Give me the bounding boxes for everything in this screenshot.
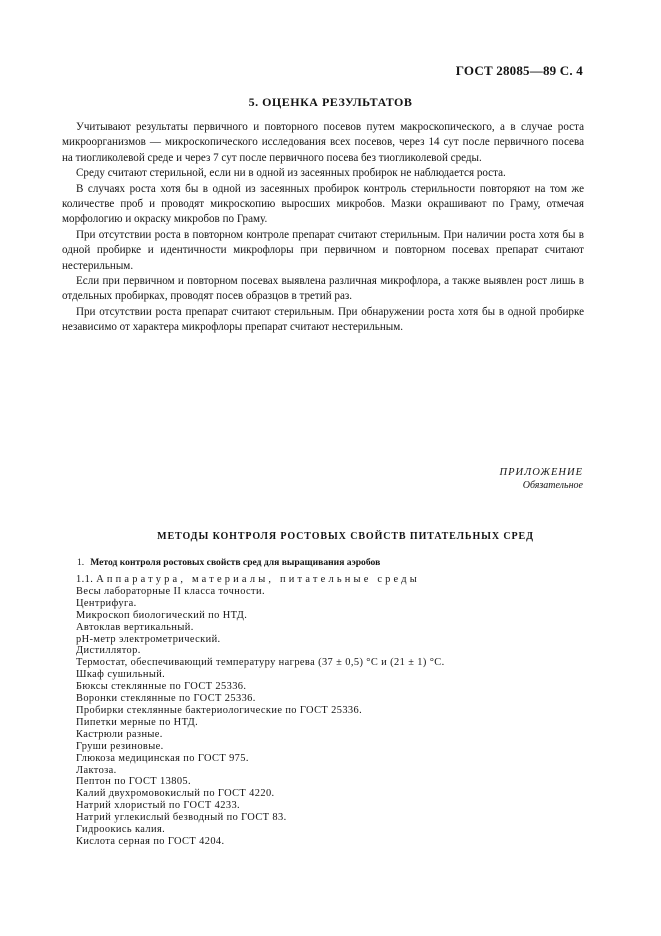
list-item: Воронки стеклянные по ГОСТ 25336. (76, 693, 256, 705)
list-item: Глюкоза медицинская по ГОСТ 975. (76, 752, 249, 764)
list-item: Автоклав вертикальный. (76, 621, 194, 633)
paragraph: При отсутствии роста в повторном контроле препарат считают стерильным. При наличии роста хотя бы в одной пробирке и идентичности микрофлоры при первичном и повторном посевах препарат считают нестерильным. (62, 228, 584, 272)
methods-title: МЕТОДЫ КОНТРОЛЯ РОСТОВЫХ СВОЙСТВ ПИТАТЕЛЬНЫХ СРЕД (157, 531, 534, 542)
list-item: Микроскоп биологический по НТД. (76, 609, 248, 621)
list-item: Термостат, обеспечивающий температуру нагрева (37 ± 0,5) °С и (21 ± 1) °С. (76, 657, 445, 669)
section-body (62, 120, 584, 336)
list-item: pH-метр электрометрический. (76, 633, 221, 645)
item-number: 1.1. (76, 574, 94, 585)
list-item: Пептон по ГОСТ 13805. (76, 776, 192, 788)
list-item: Весы лабораторные II класса точности. (76, 585, 265, 597)
item-heading-text: Аппаратура, материалы, питательные среды (96, 574, 420, 585)
list-item: Бюксы стеклянные по ГОСТ 25336. (76, 681, 247, 693)
list-item: Кислота серная по ГОСТ 4204. (76, 835, 225, 847)
list-item: Шкаф сушильный. (76, 669, 166, 681)
list-item: Калий двухромовокислый по ГОСТ 4220. (76, 788, 275, 800)
list-item: Натрий хлористый по ГОСТ 4233. (76, 800, 241, 812)
list-item: Пипетки мерные по НТД. (76, 716, 199, 728)
list-item: Лактоза. (76, 764, 117, 776)
subsection-title: Метод контроля ростовых свойств сред для выращивания аэробов (90, 557, 381, 568)
paragraph: При отсутствии роста препарат считают стерильным. При обнаружении роста хотя бы в одной пробирке независимо от характера микрофлоры препарат считают нестерильным. (62, 305, 584, 334)
standard-header: ГОСТ 28085—89 С. 4 (455, 63, 583, 78)
list-item: Кастрюли разные. (76, 728, 163, 740)
paragraph: Среду считают стерильной, если ни в одной из засеянных пробирок не наблюдается роста. (76, 167, 506, 180)
item-heading (76, 574, 445, 586)
appendix-label: ПРИЛОЖЕНИЕ (499, 467, 583, 478)
section-title: 5. ОЦЕНКА РЕЗУЛЬТАТОВ (248, 95, 413, 109)
subsection-number: 1. (77, 557, 85, 568)
materials-list (76, 574, 445, 848)
list-item: Дистиллятор. (76, 645, 141, 657)
paragraph: Учитывают результаты первичного и повторного посевов путем макроскопического, а в случае роста микроорганизмов — микроскопического исследования всех посевов, через 14 сут после первичного посева на тиогликолевой среде и через 7 сут после первичного посева без тиогликолевой среды. (62, 121, 584, 164)
appendix-label-block (500, 467, 584, 491)
paragraph: Если при первичном и повторном посевах выявлена различная микрофлора, а также выявлен рост лишь в отдельных пробирках, проводят посев образцов в третий раз. (62, 275, 584, 303)
list-item: Центрифуга. (76, 597, 137, 609)
subsection-heading (77, 557, 380, 568)
list-item: Гидроокись калия. (76, 824, 166, 836)
appendix-status: Обязательное (522, 480, 583, 491)
list-item: Натрий углекислый безводный по ГОСТ 83. (76, 812, 287, 824)
list-item: Груши резиновые. (76, 740, 164, 752)
paragraph: В случаях роста хотя бы в одной из засеянных пробирок контроль стерильности повторяют на том же количестве проб и проводят микроскопию выросших микробов. Мазки окрашивают по Граму, отмечая морфологию и окраску микробов по Граму. (62, 182, 584, 226)
list-item: Пробирки стеклянные бактериологические по ГОСТ 25336. (76, 704, 363, 716)
